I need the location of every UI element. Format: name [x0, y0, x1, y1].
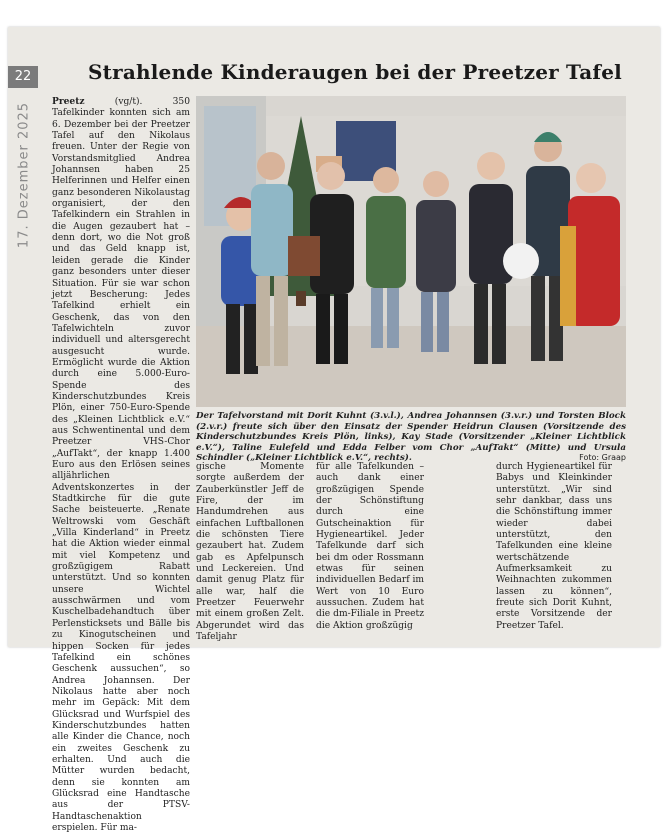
page-number: 22: [8, 66, 38, 88]
dateline: Preetz: [52, 96, 85, 107]
photo-credit: Foto: Graap: [579, 453, 626, 463]
group-photo: [196, 96, 626, 407]
page-date: [16, 101, 32, 249]
article-body-1: 350 Tafelkinder konnten sich am 6. Dezember bei der Preetzer Tafel auf den Nikolaus freuen. Unter der Regie von Vorstandsmitglied Andrea Johannsen haben 25 Helferinnen und Helfer einen ganz besonderen Nikolaustag organisiert, der den Tafelkindern ein Strahlen in die Augen gezaubert hat – denn dort, wo die Not groß und das Geld knapp ist, leiden gerade die Kinder ganz besonders unter dieser Situation. Für sie war schon jetzt Bescherung: Jedes Tafelkind erhielt ein Geschenk, das von den Tafelwichteln zuvor individuell und altersgerecht ausgesucht wurde. Ermöglicht wurde die Aktion durch eine 5.000-Euro-Spende des Kinderschutzbundes Kreis Plön, einer 750-Euro-Spende des „Kleinen Lichtblick e.V.“ aus Schwentinental und dem Preetzer VHS-Chor „AufTakt“, der knapp 1.400 Euro aus den Erlösen seines alljährlichen Adventskonzertes in der Stadtkirche für die gute Sache beisteuerte. „Renate Weltrowski vom Geschäft „Villa Kinderland“ in Preetz hat die Aktion wieder einmal mit viel Kompetenz und großzügigem Rabatt unterstützt. Und so konnten unsere Wichtel ausschwärmen und vom Kuschelbadehandtuch über Perlensticksets und Bälle bis zu Kinogutscheinen und hippen Socken für jedes Tafelkind ein schönes Geschenk aussuchen“, so Andrea Johannsen. Der Nikolaus hatte aber noch mehr im Gepäck: Mit dem Glücksrad und Wurfspiel des Kinderschutzbundes hatten alle Kinder die Chance, noch ein zweites Geschenk zu erhalten. Und auch die Mütter wurden bedacht, denn sie konnten am Glücksrad eine Handtasche aus der PTSV-Handtaschenaktion erspielen. Für ma-: [52, 97, 190, 833]
photo-caption: [196, 411, 626, 464]
article-headline: Strahlende Kinderaugen bei der Preetzer Tafel: [88, 60, 622, 84]
group-photo-illustration: [196, 96, 626, 407]
article-column-4: durch Hygieneartikel für Babys und Kleinkinder unterstützt. „Wir sind sehr dankbar, dass uns die Schönstiftung immer wieder dabei unterstützt, den Tafelkunden eine kleine wertschätzende Aufmerksamkeit zu Weihnachten zukommen lassen zu können“, freute sich Dorit Kuhnt, erste Vorsitzende der Preetzer Tafel.: [496, 462, 612, 631]
article-column-1: [52, 96, 190, 834]
byline: (vg/t).: [114, 97, 143, 107]
photo-caption-text: Der Tafelvorstand mit Dorit Kuhnt (3.v.l.), Andrea Johannsen (3.v.r.) und Torsten Block (2.v.r.) freute sich über den Einsatz der Spender Heidrun Clausen (Vorsitzende des Kinderschutzbundes Kreis Plön, links), Kay Stade (Vorsitzender „Kleiner Lichtblick e.V.“), Taline Eulefeld und Edda Felber vom Chor „AufTakt“ (Mitte) und Ursula Schindler („Kleiner Lichtblick e.V.“, rechts).: [196, 411, 626, 464]
page-date-text: 17. Dezember 2025: [16, 101, 32, 249]
article-column-2: gische Momente sorgte außerdem der Zauberkünstler Jeff de Fire, der im Handumdrehen aus einfachen Luftballonen die schönsten Tiere gezaubert hat. Zudem gab es Apfelpunsch und Leckereien. Und damit genug Platz für alle war, half die Preetzer Feuerwehr mit einem großen Zelt. Abgerundet wird das Tafeljahr: [196, 462, 304, 643]
article-column-3: für alle Tafelkunden – auch dank einer großzügigen Spende der Schönstiftung durch eine Gutscheinaktion für Hygieneartikel. Jeder Tafelkunde darf sich bei dm oder Rossmann etwas für seinen individuellen Bedarf im Wert von 10 Euro aussuchen. Zudem hat die dm-Filiale in Preetz die Aktion großzügig: [316, 462, 424, 631]
